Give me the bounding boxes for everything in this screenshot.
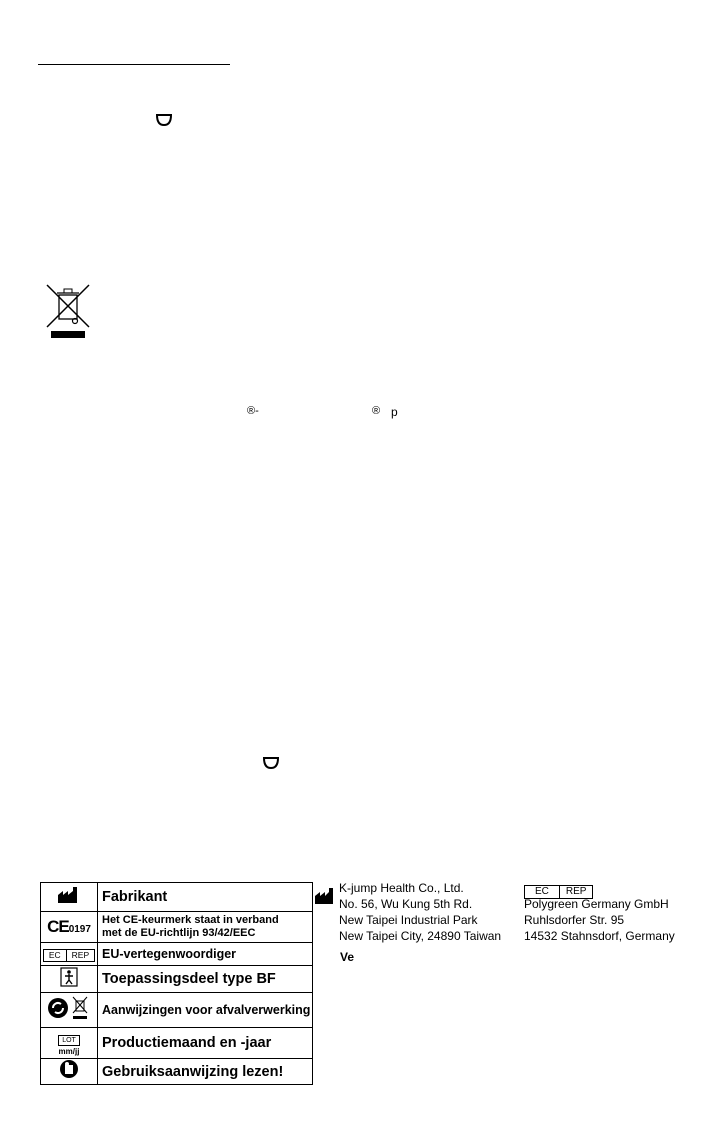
battery-polarity-icon [155, 113, 173, 127]
ce-number: 0197 [68, 924, 91, 935]
legend-row [41, 883, 313, 912]
legend-label: EU-vertegenwoordiger [98, 943, 313, 966]
manufacturer-factory-icon [314, 887, 336, 905]
legend-row [41, 966, 313, 993]
registered-mark-1: ®- [247, 405, 259, 417]
manufacturer-line3: New Taipei City, 24890 Taiwan [339, 929, 502, 943]
factory-icon [41, 883, 98, 912]
legend-label: Fabrikant [98, 883, 313, 912]
manufacturer-address [339, 880, 501, 944]
registered-mark-2: ® [372, 405, 381, 417]
ce-mark-icon [41, 912, 98, 943]
header-rule [38, 64, 230, 65]
legend-label: Aanwijzingen voor afvalverwerking [98, 993, 313, 1028]
battery-polarity-icon-2 [262, 756, 280, 770]
manufacturer-line1: No. 56, Wu Kung 5th Rd. [339, 897, 473, 911]
legend-label: Gebruiksaanwijzing lezen! [98, 1059, 313, 1085]
lot-box: LOT [58, 1035, 80, 1046]
representative-line1: Ruhlsdorfer Str. 95 [524, 913, 625, 927]
manufacturer-name: K-jump Health Co., Ltd. [339, 881, 464, 895]
registered-p: p [391, 405, 398, 419]
lot-icon [41, 1028, 98, 1059]
legend-row [41, 943, 313, 966]
symbol-legend-table [40, 882, 313, 1085]
legend-row [41, 1028, 313, 1059]
representative-name: Polygreen Germany GmbH [524, 897, 669, 911]
read-manual-icon [41, 1059, 98, 1085]
lot-mmjj: mm/jj [58, 1047, 80, 1056]
legend-label-line1: Het CE-keurmerk staat in verband [102, 914, 279, 926]
ce-text: CE [47, 917, 69, 936]
legend-label: Productiemaand en -jaar [98, 1028, 313, 1059]
representative-line2: 14532 Stahnsdorf, Germany [524, 929, 675, 943]
legend-label [98, 912, 313, 943]
legend-row [41, 912, 313, 943]
weee-bin-icon [45, 283, 91, 339]
bf-applied-part-icon [41, 966, 98, 993]
footer-fragment: Ve [340, 950, 355, 964]
recycling-weee-icon [41, 993, 98, 1028]
legend-row [41, 1059, 313, 1085]
manufacturer-line2: New Taipei Industrial Park [339, 913, 478, 927]
legend-row [41, 993, 313, 1028]
representative-address [524, 896, 675, 944]
legend-label-line2: met de EU-richtlijn 93/42/EEC [102, 927, 256, 939]
ec-rep-icon: EC REP [41, 943, 98, 966]
legend-label: Toepassingsdeel type BF [98, 966, 313, 993]
ec-rep-badge: EC REP [524, 881, 593, 899]
